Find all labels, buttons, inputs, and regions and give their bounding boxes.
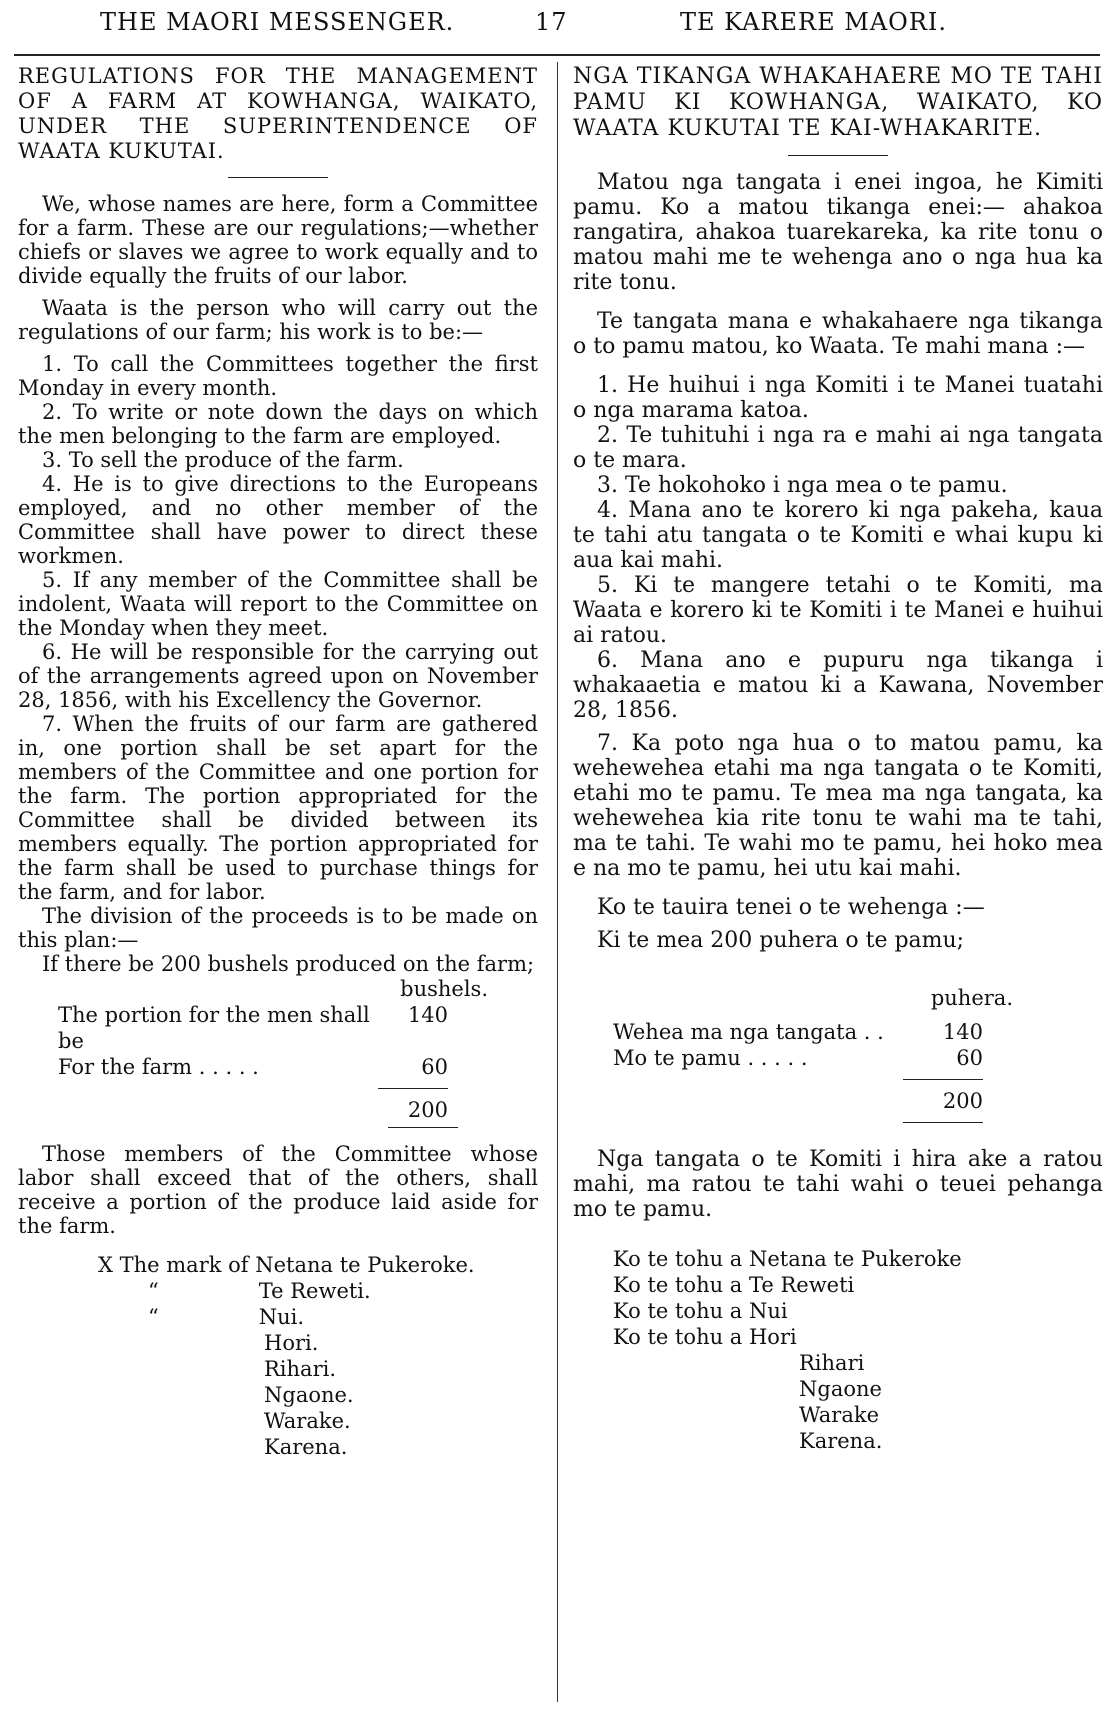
- list-item: 6. He will be responsible for the carrying out of the arrangements agreed upon on November 28, 1856, with his Excellency the Governor.: [18, 640, 538, 712]
- table-row: [58, 1002, 448, 1054]
- signatory: Ko te tohu a Te Reweti: [613, 1273, 855, 1297]
- list-item: 5. If any member of the Committee shall be indolent, Waata will report to the Committee on the Monday when they meet.: [18, 568, 538, 640]
- page-number: 17: [535, 8, 568, 36]
- sum-rule: [378, 1088, 448, 1089]
- signatory: Warake: [799, 1403, 879, 1427]
- maori-unit: puhera.: [930, 986, 1013, 1010]
- maori-closing: Nga tangata o te Komiti i hira ake a ratou mahi, ma ratou te tahi wahi o teuei pehanga mo te pamu.: [573, 1147, 1103, 1222]
- signatory: Rihari: [799, 1351, 865, 1375]
- ditto-mark: “: [148, 1279, 159, 1303]
- maori-intro: Matou nga tangata i enei ingoa, he Kimiti pamu. Ko a matou tikanga enei:— ahakoa rangatira, ahakoa tuarekareka, ka rite tonu o matou mahi me te wehenga ano o nga hua ka rite tonu.: [573, 170, 1103, 295]
- english-division-table: [18, 952, 538, 1123]
- signatory: Karena.: [799, 1429, 883, 1453]
- header-rule: [14, 54, 1100, 56]
- maori-division-table: [573, 985, 1103, 1123]
- masthead-english: THE MAORI MESSENGER.: [100, 8, 455, 36]
- sum-rule: [903, 1122, 983, 1123]
- signatory: Hori.: [264, 1331, 319, 1355]
- signatory: Nui.: [258, 1305, 305, 1329]
- english-signatories: [18, 1252, 538, 1460]
- table-row: [613, 1019, 983, 1045]
- english-intro: We, whose names are here, form a Committee for a farm. These are our regulations;—whether chiefs or slaves we agree to work equally and to divide equally the fruits of our labor.: [18, 192, 538, 288]
- row-label: Mo te pamu . . . . .: [613, 1046, 808, 1070]
- table-row: [58, 1054, 448, 1080]
- list-item: 4. Mana ano te korero ki nga pakeha, kaua te tahi atu tangata o te Komiti e whai kupu ki aua kai mahi.: [573, 498, 1103, 573]
- row-value: 60: [421, 1055, 448, 1079]
- english-column: [18, 64, 538, 1460]
- signatory: Ko te tohu a Nui: [613, 1299, 788, 1323]
- english-total: 200: [407, 1098, 448, 1122]
- row-value: 60: [956, 1046, 983, 1070]
- english-division-text: The division of the proceeds is to be made on this plan:—: [18, 904, 538, 952]
- section-rule: [388, 1127, 458, 1128]
- row-label: Wehea ma nga tangata . .: [613, 1020, 884, 1044]
- list-item: 7. Ka poto nga hua o to matou pamu, ka wehewehea etahi ma nga tangata o te Komiti, etahi mo te pamu. Te mea ma nga tangata, ka wehewehea kia rite tonu te wahi ma te tahi, ma te tahi. Te wahi mo te pamu, hei hoko mea e na mo te pamu, hei utu kai mahi.: [573, 731, 1103, 881]
- row-value: 140: [942, 1020, 983, 1044]
- english-closing: Those members of the Committee whose labor shall exceed that of the others, shall receive a portion of the produce laid aside for the farm.: [18, 1142, 538, 1238]
- list-item: 1. To call the Committees together the first Monday in every month.: [18, 352, 538, 400]
- english-waata-paragraph: Waata is the person who will carry out the regulations of our farm; his work is to be:—: [18, 296, 538, 344]
- signatory: Ko te tohu a Hori: [613, 1325, 797, 1349]
- english-unit: bushels.: [400, 977, 488, 1001]
- signatory: Karena.: [264, 1435, 348, 1459]
- list-item: 1. He huihui i nga Komiti i te Manei tuatahi o nga marama katoa.: [573, 373, 1103, 423]
- list-item: 3. To sell the produce of the farm.: [42, 448, 404, 472]
- signatory: Ngaone: [799, 1377, 882, 1401]
- english-title: REGULATIONS FOR THE MANAGEMENT OF A FARM AT KOWHANGA, WAIKATO, UNDER THE SUPERINTENDENCE OF WAATA KUKUTAI.: [18, 64, 538, 163]
- list-item: 4. He is to give directions to the Europeans employed, and no other member of the Committee shall have power to direct these workmen.: [18, 472, 538, 568]
- masthead-maori: TE KARERE MAORI.: [680, 8, 948, 36]
- maori-regulations-list: [573, 373, 1103, 881]
- signatory: Warake.: [264, 1409, 351, 1433]
- signatory: Rihari.: [264, 1357, 337, 1381]
- column-divider: [557, 62, 558, 1702]
- maori-total: 200: [942, 1089, 983, 1113]
- list-item: 2. Te tuhituhi i nga ra e mahi ai nga tangata o te mara.: [573, 423, 1103, 473]
- list-item: 7. When the fruits of our farm are gathered in, one portion shall be set apart for the members of the Committee and one portion for the farm. The portion appropriated for the Committee shall be divided between its members equally. The portion appropriated for the farm shall be used to purchase things for the farm, and for labor.: [18, 712, 538, 904]
- ditto-mark: “: [148, 1305, 159, 1329]
- list-item: 2. To write or note down the days on which the men belonging to the farm are employed.: [18, 400, 538, 448]
- maori-waata-paragraph: Te tangata mana e whakahaere nga tikanga o to pamu matou, ko Waata. Te mahi mana :—: [573, 309, 1103, 359]
- list-item: 3. Te hokohoko i nga mea o te pamu.: [597, 473, 1008, 498]
- maori-example: Ko te tauira tenei o te wehenga :—: [597, 895, 985, 920]
- title-rule: [788, 155, 888, 156]
- row-label: For the farm . . . . .: [58, 1055, 259, 1079]
- mark-prefix: X The mark of: [98, 1253, 249, 1277]
- maori-produced: Ki te mea 200 puhera o te pamu;: [597, 928, 965, 953]
- english-produced: If there be 200 bushels produced on the farm;: [42, 952, 535, 976]
- sum-rule: [903, 1079, 983, 1080]
- row-value: 140: [407, 1003, 448, 1027]
- signatory: Ngaone.: [264, 1383, 354, 1407]
- maori-column: [573, 64, 1103, 1454]
- english-regulations-list: [18, 352, 538, 904]
- title-rule: [228, 177, 328, 178]
- list-item: 6. Mana ano e pupuru nga tikanga i whakaaetia e matou ki a Kawana, November 28, 1856.: [573, 648, 1103, 723]
- maori-title: NGA TIKANGA WHAKAHAERE MO TE TAHI PAMU KI KOWHANGA, WAIKATO, KO WAATA KUKUTAI TE KAI-WHAKARITE.: [573, 64, 1103, 141]
- table-row: [613, 1045, 983, 1071]
- signatory: Ko te tohu a Netana te Pukeroke: [613, 1247, 962, 1271]
- signatory: Te Reweti.: [258, 1279, 371, 1303]
- list-item: 5. Ki te mangere tetahi o te Komiti, ma Waata e korero ki te Komiti i te Manei e huihui ai ratou.: [573, 573, 1103, 648]
- row-label: The portion for the men shall be: [58, 1003, 370, 1053]
- signatory: Netana te Pukeroke.: [255, 1253, 475, 1277]
- maori-signatories: [573, 1246, 1103, 1454]
